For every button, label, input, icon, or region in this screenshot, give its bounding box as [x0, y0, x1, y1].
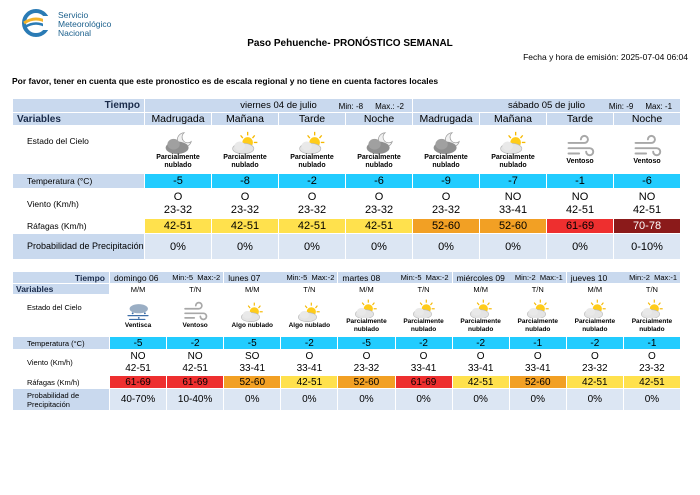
temp-cell: -2	[452, 337, 509, 350]
sky-cell	[281, 295, 338, 337]
prob-cell: 0%	[623, 389, 680, 411]
prob-cell: 0-10%	[614, 234, 681, 260]
sky-text: Ventoso	[566, 157, 594, 165]
period-header: M/M	[224, 284, 281, 295]
temp-cell: -5	[110, 337, 167, 350]
wind-icon	[182, 301, 208, 322]
period-header: T/N	[623, 284, 680, 295]
wind-cell	[509, 350, 566, 376]
wind-cell	[452, 350, 509, 376]
row-label-gust: Ráfagas (Km/h)	[13, 376, 110, 389]
sky-text: Parcialmente nublado	[290, 153, 334, 169]
temp-cell: -2	[566, 337, 623, 350]
day-max: Max.: -2	[375, 102, 405, 111]
sky-text: Parcialmente nublado	[357, 153, 401, 169]
sky-cell	[346, 126, 413, 174]
wind-speed: 23-32	[364, 203, 394, 216]
smn-logo	[21, 8, 171, 42]
day-max: Max: -1	[645, 102, 673, 111]
wind-cell	[212, 189, 279, 219]
period-header: Tarde	[279, 113, 346, 126]
prob-cell: 0%	[452, 389, 509, 411]
period-header: M/M	[452, 284, 509, 295]
wind-speed: 42-51	[182, 362, 208, 374]
period-header: T/N	[509, 284, 566, 295]
wind-speed: 23-32	[353, 362, 380, 374]
period-header: T/N	[281, 284, 338, 295]
day-name: viernes 04 de julio	[240, 100, 317, 111]
gust-cell: 42-51	[623, 376, 680, 389]
temp-cell: -2	[281, 337, 338, 350]
partly-cloudy-sun-icon	[296, 301, 322, 322]
gust-cell: 42-51	[452, 376, 509, 389]
wind-dir: NO	[638, 190, 656, 203]
period-header: T/N	[167, 284, 224, 295]
sky-text: Ventoso	[633, 157, 661, 165]
sky-text: Parcialmente nublado	[223, 153, 267, 169]
wind-speed: 33-41	[467, 362, 494, 374]
wind-cell	[395, 350, 452, 376]
day-minmax: Min:-2 Max:-1	[514, 272, 563, 282]
period-header: Mañana	[212, 113, 279, 126]
wind-cell	[145, 189, 212, 219]
prob-cell: 0%	[547, 234, 614, 260]
temp-cell: -2	[395, 337, 452, 350]
variables-label: Variables	[13, 113, 145, 126]
snow-wind-icon	[125, 301, 151, 322]
temp-cell: -9	[413, 174, 480, 189]
row-label-temp: Temperatura (°C)	[13, 174, 145, 189]
prob-cell: 0%	[338, 389, 395, 411]
period-header: Noche	[614, 113, 681, 126]
wind-cell	[480, 189, 547, 219]
sky-cell	[279, 126, 346, 174]
wind-dir: NO	[187, 350, 203, 362]
day-header	[566, 272, 680, 284]
prob-cell: 0%	[395, 389, 452, 411]
sky-cell	[614, 126, 681, 174]
temp-cell: -5	[145, 174, 212, 189]
prob-cell: 40-70%	[110, 389, 167, 411]
wind-speed: 33-41	[410, 362, 437, 374]
wind-cell	[224, 350, 281, 376]
gust-cell: 52-60	[480, 219, 547, 234]
sky-text: Parcialmente nublado	[403, 318, 444, 333]
wind-dir: O	[307, 190, 317, 203]
row-label-prob: Probabilidad de Precipitación	[13, 234, 145, 260]
day-name: martes 08	[342, 272, 381, 283]
sky-text: Parcialmente nublado	[491, 153, 535, 169]
wind-cell	[167, 350, 224, 376]
org-name: Servicio Meteorológico Nacional	[58, 10, 112, 38]
gust-cell: 42-51	[566, 376, 623, 389]
smn-logo-icon	[21, 8, 55, 38]
day-name: miércoles 09	[456, 272, 505, 283]
sky-text: Parcialmente nublado	[156, 153, 200, 169]
wind-speed: 23-32	[297, 203, 327, 216]
wind-dir: NO	[571, 190, 589, 203]
partly-cloudy-sun-icon	[411, 298, 437, 319]
temp-cell: -5	[224, 337, 281, 350]
day-minmax: Min:-5 Max:-2	[172, 272, 221, 282]
gust-cell: 52-60	[338, 376, 395, 389]
wind-speed: 42-51	[125, 362, 151, 374]
regional-notice: Por favor, tener en cuenta que este pronostico es de escala regional y no tiene en cuenta factores locales	[12, 76, 439, 86]
day-header	[145, 99, 413, 113]
wind-dir: NO	[130, 350, 146, 362]
wind-speed: 33-41	[239, 362, 266, 374]
sky-cell	[110, 295, 167, 337]
sky-cell	[145, 126, 212, 174]
day-name: jueves 10	[570, 272, 608, 283]
temp-cell: -1	[623, 337, 680, 350]
gust-cell: 61-69	[167, 376, 224, 389]
day-header	[338, 272, 452, 284]
sky-cell	[547, 126, 614, 174]
wind-cell	[614, 189, 681, 219]
emission-datetime: Fecha y hora de emisión: 2025-07-04 06:04	[523, 52, 688, 62]
gust-cell: 52-60	[413, 219, 480, 234]
wind-dir: O	[305, 350, 314, 362]
period-header: M/M	[110, 284, 167, 295]
sky-cell	[395, 295, 452, 337]
period-header: M/M	[566, 284, 623, 295]
wind-speed: 42-51	[565, 203, 595, 216]
row-label-wind: Viento (Km/h)	[13, 350, 110, 376]
sky-text: Parcialmente nublado	[574, 318, 616, 333]
wind-speed: 23-32	[639, 362, 665, 374]
cloudy-night-icon	[364, 130, 394, 154]
partly-cloudy-sun-icon	[468, 298, 494, 319]
sky-cell	[480, 126, 547, 174]
period-header: Madrugada	[413, 113, 480, 126]
period-header: T/N	[395, 284, 452, 295]
wind-dir: O	[240, 190, 250, 203]
wind-speed: 33-41	[498, 203, 528, 216]
row-label-sky: Estado del Cielo	[13, 295, 110, 337]
day-minmax: Min:-2 Max:-1	[629, 272, 677, 282]
wind-dir: NO	[504, 190, 522, 203]
day-minmax	[339, 102, 404, 111]
sky-cell	[167, 295, 224, 337]
prob-cell: 0%	[346, 234, 413, 260]
prob-cell: 0%	[224, 389, 281, 411]
temp-cell: -1	[547, 174, 614, 189]
wind-dir: O	[533, 350, 542, 362]
temp-cell: -5	[338, 337, 395, 350]
partly-cloudy-sun-icon	[353, 298, 379, 319]
day-minmax: Min:-5 Max:-2	[286, 272, 335, 282]
gust-cell: 61-69	[110, 376, 167, 389]
partly-cloudy-sun-icon	[525, 298, 551, 319]
period-header: Madrugada	[145, 113, 212, 126]
wind-dir: SO	[245, 350, 260, 362]
sky-text: Parcialmente nublado	[346, 318, 387, 333]
wind-speed: 23-32	[582, 362, 608, 374]
wind-cell	[566, 350, 623, 376]
sky-text: Ventisca	[124, 322, 152, 330]
temp-cell: -2	[279, 174, 346, 189]
period-header: Tarde	[547, 113, 614, 126]
sky-text: Parcialmente nublado	[460, 318, 501, 333]
day-minmax	[609, 102, 672, 111]
gust-cell: 61-69	[547, 219, 614, 234]
gust-cell: 70-78	[614, 219, 681, 234]
wind-dir: O	[476, 350, 485, 362]
wind-cell	[338, 350, 395, 376]
row-label-sky: Estado del Cielo	[13, 126, 145, 174]
row-label-wind: Viento (Km/h)	[13, 189, 145, 219]
variables-label: Variables	[13, 284, 110, 295]
sky-cell	[212, 126, 279, 174]
sky-cell	[509, 295, 566, 337]
temp-cell: -6	[346, 174, 413, 189]
prob-cell: 0%	[480, 234, 547, 260]
partly-cloudy-sun-icon	[239, 301, 265, 322]
wind-icon	[632, 134, 662, 158]
gust-cell: 42-51	[346, 219, 413, 234]
wind-cell	[623, 350, 680, 376]
sky-cell	[224, 295, 281, 337]
wind-cell	[547, 189, 614, 219]
day-min: Min: -8	[338, 102, 364, 111]
cloudy-night-icon	[431, 130, 461, 154]
wind-dir: O	[590, 350, 599, 362]
sky-cell	[413, 126, 480, 174]
sky-text: Parcialmente nublado	[631, 318, 673, 333]
day-min: Min: -9	[608, 102, 634, 111]
partly-cloudy-sun-icon	[582, 298, 608, 319]
prob-cell: 0%	[279, 234, 346, 260]
gust-cell: 42-51	[281, 376, 338, 389]
wind-dir: O	[648, 350, 656, 362]
period-header: Mañana	[480, 113, 547, 126]
gust-cell: 42-51	[145, 219, 212, 234]
forecast-table-daily	[12, 98, 681, 260]
wind-dir: O	[419, 350, 428, 362]
wind-dir: O	[362, 350, 371, 362]
wind-cell	[110, 350, 167, 376]
temp-cell: -1	[509, 337, 566, 350]
page-title: Paso Pehuenche- PRONÓSTICO SEMANAL	[247, 38, 453, 49]
partly-cloudy-sun-icon	[297, 130, 327, 154]
day-minmax: Min:-5 Max:-2	[400, 272, 449, 282]
temp-cell: -6	[614, 174, 681, 189]
forecast-table-weekly	[12, 271, 681, 411]
wind-speed: 23-32	[230, 203, 260, 216]
row-label-prob: Probabilidad de Precipitación	[13, 389, 110, 411]
prob-cell: 0%	[509, 389, 566, 411]
gust-cell: 52-60	[509, 376, 566, 389]
prob-cell: 0%	[281, 389, 338, 411]
sky-text: Ventoso	[182, 322, 208, 330]
day-header	[224, 272, 338, 284]
tiempo-label: Tiempo	[13, 99, 145, 113]
prob-cell: 0%	[212, 234, 279, 260]
wind-speed: 42-51	[632, 203, 662, 216]
row-label-gust: Ráfagas (Km/h)	[13, 219, 145, 234]
sky-cell	[452, 295, 509, 337]
prob-cell: 10-40%	[167, 389, 224, 411]
day-name: lunes 07	[228, 272, 261, 283]
sky-cell	[338, 295, 395, 337]
wind-dir: O	[441, 190, 451, 203]
row-label-temp: Temperatura (°C)	[13, 337, 110, 350]
wind-cell	[279, 189, 346, 219]
day-name: sábado 05 de julio	[507, 100, 586, 111]
wind-cell	[281, 350, 338, 376]
partly-cloudy-sun-icon	[639, 298, 665, 319]
temp-cell: -7	[480, 174, 547, 189]
wind-speed: 23-32	[431, 203, 461, 216]
sky-text: Parcialmente nublado	[517, 318, 558, 333]
wind-cell	[413, 189, 480, 219]
tiempo-label: Tiempo	[13, 272, 110, 284]
sky-cell	[566, 295, 623, 337]
wind-cell	[346, 189, 413, 219]
cloudy-night-icon	[163, 130, 193, 154]
wind-icon	[565, 134, 595, 158]
period-header: Noche	[346, 113, 413, 126]
prob-cell: 0%	[145, 234, 212, 260]
day-header	[110, 272, 224, 284]
gust-cell: 52-60	[224, 376, 281, 389]
wind-speed: 33-41	[524, 362, 551, 374]
day-header	[413, 99, 681, 113]
gust-cell: 42-51	[212, 219, 279, 234]
gust-cell: 42-51	[279, 219, 346, 234]
period-header: M/M	[338, 284, 395, 295]
prob-cell: 0%	[566, 389, 623, 411]
wind-dir: O	[173, 190, 183, 203]
sky-text: Parcialmente nublado	[424, 153, 468, 169]
partly-cloudy-sun-icon	[498, 130, 528, 154]
gust-cell: 61-69	[395, 376, 452, 389]
temp-cell: -2	[167, 337, 224, 350]
temp-cell: -8	[212, 174, 279, 189]
prob-cell: 0%	[413, 234, 480, 260]
sky-text: Algo nublado	[288, 322, 331, 330]
sky-cell	[623, 295, 680, 337]
wind-speed: 23-32	[163, 203, 193, 216]
wind-speed: 33-41	[296, 362, 323, 374]
wind-dir: O	[374, 190, 384, 203]
day-header	[452, 272, 566, 284]
partly-cloudy-sun-icon	[230, 130, 260, 154]
sky-text: Algo nublado	[231, 322, 274, 330]
day-name: domingo 06	[114, 272, 159, 283]
